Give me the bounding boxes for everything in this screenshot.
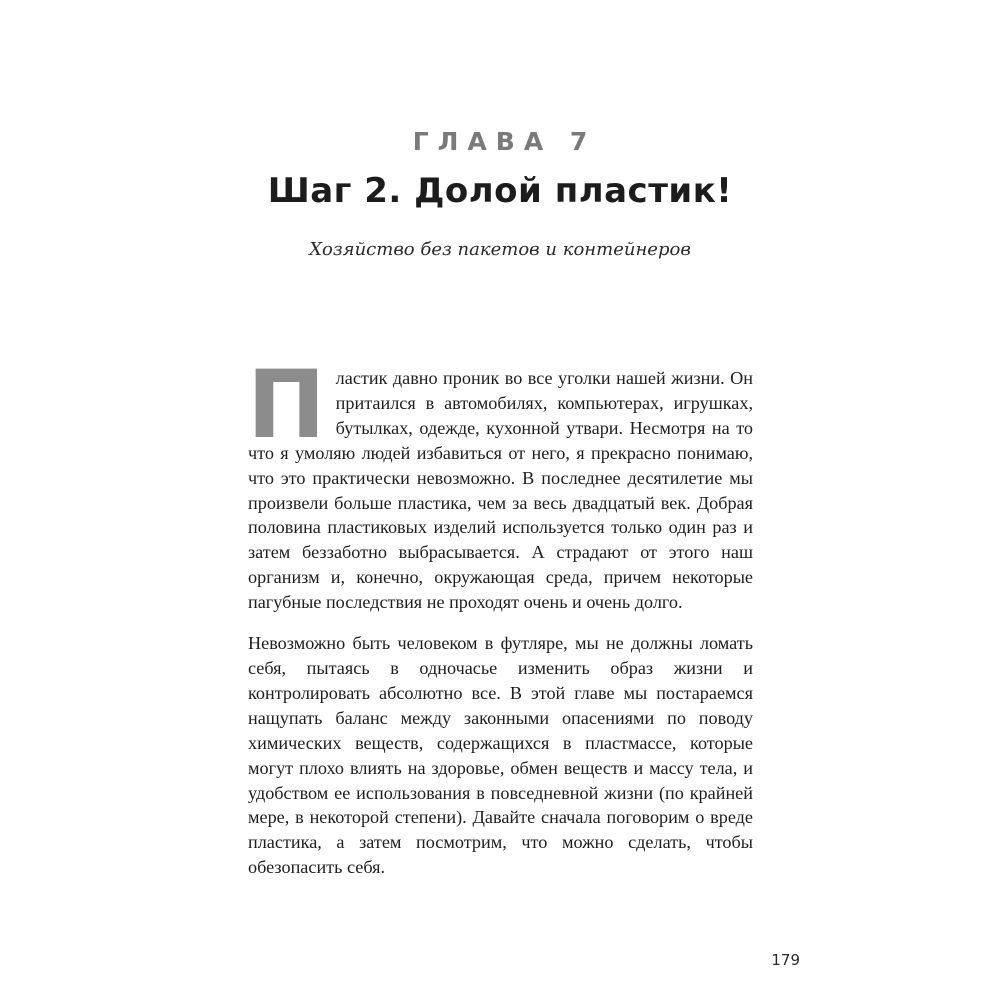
paragraph-1 (247, 351, 753, 615)
chapter-title: Шаг 2. Долой пластик! (267, 171, 733, 211)
body-text (247, 351, 753, 880)
paragraph-1-text: ластик давно проник во все уголки нашей жизни. Он притаился в автомобилях, компьютерах, игрушках, бутылках, одежде, кухонной утвари. Несмотря на то что я умоляю людей избавиться от него, я прекрасно понимаю, что это практически невозможно. В последнее десятилетие мы произвели больше пластика, чем за весь двадцатый век. Добрая половина пластиковых изделий используется только один раз и затем беззаботно выбрасывается. А страдают от этого наш организм и, конечно, окружающая среда, причем некоторые пагубные последствия не проходят очень и очень долго. (248, 368, 753, 613)
drop-cap: П (247, 351, 326, 460)
chapter-subtitle: Хозяйство без пакетов и контейнеров (309, 239, 691, 260)
paragraph-2: Невозможно быть человеком в футляре, мы не должны ломать себя, пытаясь в одночасье изменить образ жизни и контролировать абсолютно все. В этой главе мы постараемся нащупать баланс между законными опасениями по поводу химических веществ, содержащихся в пластмассе, которые могут плохо влиять на здоровье, обмен веществ и массу тела, и удобством ее использования в повседневной жизни (по крайней мере, в некоторой степени). Давайте сначала поговорим о вреде пластика, а затем посмотрим, что можно сделать, чтобы обезопасить себя. (248, 633, 753, 878)
page-number: 179 (771, 951, 800, 969)
chapter-label: ГЛАВА 7 (412, 127, 597, 156)
